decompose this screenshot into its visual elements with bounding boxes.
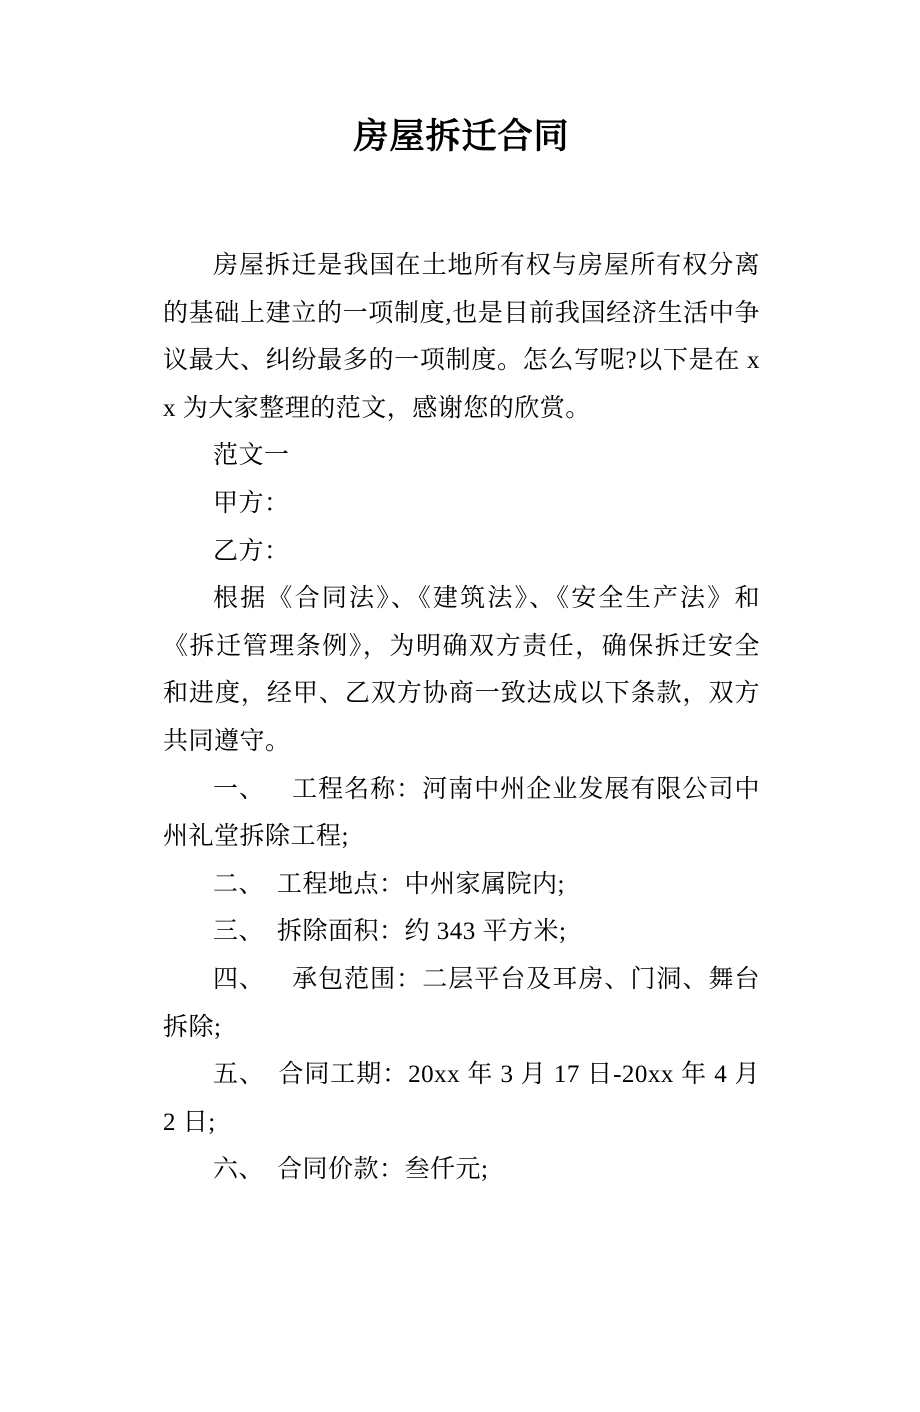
intro-paragraph: 房屋拆迁是我国在土地所有权与房屋所有权分离的基础上建立的一项制度,也是目前我国经济生活中争议最大、纠纷最多的一项制度。怎么写呢?以下是在 xx 为大家整理的范文，感谢您的欣赏。 bbox=[163, 252, 760, 422]
item-contract-price: 六、 合同价款：叁仟元; bbox=[213, 1156, 489, 1184]
party-a-line: 甲方： bbox=[213, 489, 290, 517]
item-contract-scope: 四、 承包范围：二层平台及耳房、门洞、舞台拆除; bbox=[163, 965, 760, 1041]
item-contract-period: 五、 合同工期：20xx 年 3 月 17 日-20xx 年 4 月 2 日; bbox=[163, 1061, 760, 1136]
legal-basis-paragraph: 根据《合同法》、《建筑法》、《安全生产法》和《拆迁管理条例》，为明确双方责任，确保拆迁安全和进度，经甲、乙双方协商一致达成以下条款，双方共同遵守。 bbox=[163, 585, 760, 755]
party-b-line: 乙方： bbox=[213, 537, 290, 565]
item-demolition-area: 三、 拆除面积：约 343 平方米; bbox=[213, 918, 567, 946]
sample-heading: 范文一 bbox=[213, 442, 290, 470]
item-project-location: 二、 工程地点：中州家属院内; bbox=[213, 870, 565, 898]
document-page bbox=[0, 110, 920, 1412]
document-title: 房屋拆迁合同 bbox=[353, 117, 570, 156]
item-project-name: 一、 工程名称：河南中州企业发展有限公司中州礼堂拆除工程; bbox=[163, 775, 760, 851]
document-body bbox=[163, 242, 760, 1194]
